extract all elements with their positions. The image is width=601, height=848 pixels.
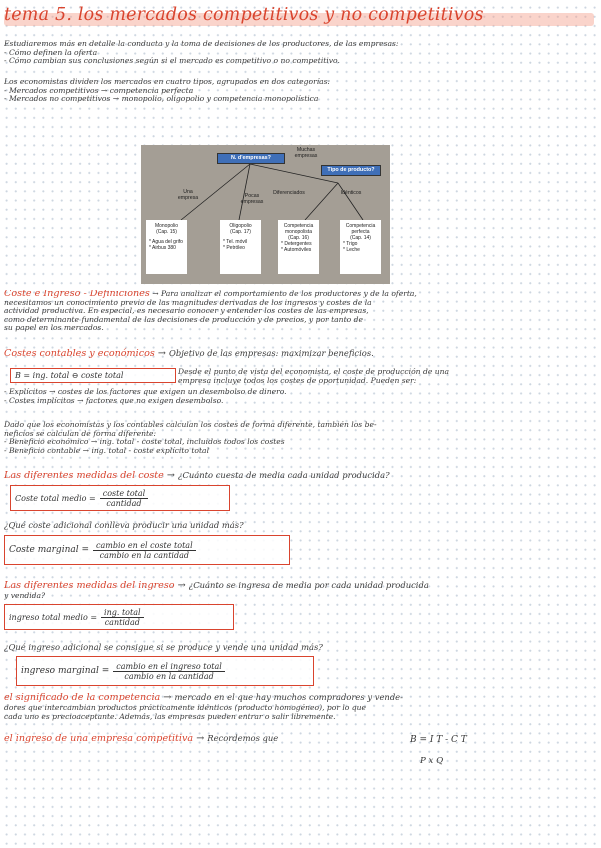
card-title: Oligopolio (Cap. 17) bbox=[229, 223, 252, 235]
accounting-line: Desde el punto de vista del economista, el coste de producción de una bbox=[178, 368, 450, 376]
meaning-line: dores que intercambian productos prácticamente idénticos (producto homogéneo), por lo que bbox=[4, 704, 367, 712]
accounting-heading-row bbox=[4, 348, 374, 359]
meaning-line: mercado en el que hay muchos compradores y vende- bbox=[174, 692, 403, 702]
label-one: Una empresa bbox=[177, 189, 199, 201]
avgcost-den: cantidad bbox=[106, 498, 142, 508]
income-question: ¿Cuánto se ingresa de media por cada unidad producida bbox=[188, 580, 429, 590]
arrow-icon: → bbox=[152, 290, 159, 298]
definitions-line: como determinante fundamental de las decisiones de producción y de precios, y por tanto de bbox=[4, 315, 363, 324]
marginal-income-label: ingreso marginal = bbox=[21, 665, 110, 676]
meaning-heading-row bbox=[4, 692, 403, 703]
profit-paragraph bbox=[4, 421, 596, 455]
profit-line: neficios se calculan de forma diferente: bbox=[4, 429, 157, 438]
meaning-line: cada uno es precioaceptante. Además, las empresas pueden entrar o salir libremente. bbox=[4, 712, 336, 721]
accounting-heading: Costes contables y económicos bbox=[4, 348, 155, 359]
meaning-heading: el significado de la competencia bbox=[4, 692, 161, 703]
card-example: * Detergentes bbox=[281, 241, 312, 247]
types-line: Los economistas dividen los mercados en cuatro tipos, agrupados en dos categorías: bbox=[4, 78, 331, 86]
marginal-income-num: cambio en el ingreso total bbox=[113, 662, 225, 672]
income-den: cantidad bbox=[104, 617, 140, 627]
accounting-line: empresa incluye todos los costes de oportunidad. Pueden ser: bbox=[178, 376, 417, 385]
marginal-fraction bbox=[93, 541, 196, 560]
definitions-line: actividad productiva. En especial, es necesario conocer y entender los costes de las empresas, bbox=[4, 307, 369, 316]
formula-text: B = I T - C T bbox=[410, 735, 467, 745]
profit-formula: B = ing. total ⊖ coste total bbox=[15, 371, 124, 380]
profit-line: - Beneficio contable → ing. total - coste explícito total bbox=[4, 446, 209, 455]
marginal-income-question bbox=[4, 643, 596, 652]
income-num: ing. total bbox=[101, 608, 144, 618]
income-heading-row bbox=[4, 580, 429, 591]
card-example: * Leche bbox=[343, 247, 360, 253]
definitions-heading: Coste e Ingreso - Definiciones bbox=[4, 290, 150, 299]
profit-formula-box bbox=[10, 368, 176, 383]
card-example: * Trigo bbox=[343, 241, 358, 247]
avgcost-label: Coste total medio = bbox=[15, 493, 96, 503]
marginal-label: Coste marginal = bbox=[9, 544, 90, 555]
formula2-text: P x Q bbox=[420, 756, 444, 766]
card-title: Competencia perfecta (Cap. 14) bbox=[345, 223, 376, 241]
definitions-line: Para analizar el comportamiento de los productores y de la oferta, bbox=[161, 290, 417, 298]
income-question-line2 bbox=[4, 592, 596, 601]
income-label: ingreso total medio = bbox=[9, 612, 98, 622]
arrow-icon: → bbox=[196, 733, 205, 744]
avgcost-fraction bbox=[100, 489, 148, 508]
profit-formula-handwritten bbox=[410, 735, 467, 745]
types-line: - Mercados no competitivos → monopolio, oligopolio y competencia monopolística bbox=[4, 95, 319, 104]
profit-line: Dado que los economistas y los contables calculan los costes de forma diferente, también los be- bbox=[4, 421, 377, 429]
accounting-desc bbox=[178, 368, 596, 385]
card-title: Monopolio (Cap. 15) bbox=[154, 223, 179, 235]
accounting-items bbox=[4, 388, 596, 405]
card-competencia-monopolista bbox=[278, 220, 319, 274]
card-example: * Automóviles bbox=[281, 247, 312, 253]
card-monopolio bbox=[146, 220, 187, 274]
competitive-income-text: Recordemos que bbox=[207, 733, 279, 743]
market-types-diagram bbox=[141, 145, 390, 284]
accounting-item: - Costes implícitos → factores que no exigen desembolso. bbox=[4, 396, 224, 405]
card-example: * Tel. móvil bbox=[223, 239, 248, 245]
card-example: * Petróleo bbox=[223, 245, 245, 251]
marginal-num: cambio en el coste total bbox=[93, 541, 196, 551]
label-many: Muchas empresas bbox=[294, 147, 318, 159]
definitions-line: necesitamos un conocimiento previo de las magnitudes derivadas de los ingresos y costes de la bbox=[4, 298, 372, 307]
arrow-icon: → bbox=[177, 580, 186, 591]
marginal-income-box bbox=[16, 656, 314, 686]
market-types-paragraph bbox=[4, 78, 596, 104]
card-competencia-perfecta bbox=[340, 220, 381, 274]
avgcost-question: ¿Cuánto cuesta de media cada unidad producida? bbox=[177, 470, 390, 480]
types-line: - Mercados competitivos → competencia perfecta bbox=[4, 86, 194, 95]
definitions-paragraph bbox=[4, 290, 596, 333]
product-node: Tipo de producto? bbox=[321, 165, 381, 176]
avgcost-formula-box bbox=[10, 485, 230, 511]
definitions-line: su papel en los mercados. bbox=[4, 324, 104, 333]
intro-line: - Cómo cambian sus conclusiones según si el mercado es competitivo o no competitivo. bbox=[4, 57, 340, 66]
income-heading: Las diferentes medidas del ingreso bbox=[4, 580, 175, 591]
avgcost-heading-row bbox=[4, 470, 390, 481]
card-oligopolio bbox=[220, 220, 261, 274]
competitive-income-row bbox=[4, 733, 278, 744]
price-quantity-formula bbox=[420, 756, 443, 766]
label-identical: Idénticos bbox=[340, 190, 362, 196]
arrow-icon: → bbox=[166, 470, 175, 481]
label-differentiated: Diferenciados bbox=[273, 190, 305, 196]
marginal-cost-box bbox=[4, 535, 290, 565]
avgcost-num: coste total bbox=[100, 489, 148, 499]
marginal-income-question-text: ¿Qué ingreso adicional se consigue si se produce y vende una unidad más? bbox=[4, 643, 323, 652]
income-question-cont: y vendida? bbox=[4, 592, 46, 600]
income-formula-box bbox=[4, 604, 234, 630]
marginal-question-text: ¿Qué coste adicional conlleva producir una unidad más? bbox=[4, 521, 244, 530]
profit-line: - Beneficio económico → ing. total - coste total, incluidos todos los costes bbox=[4, 438, 285, 447]
marginal-income-fraction bbox=[113, 662, 225, 681]
marginal-question bbox=[4, 521, 596, 530]
accounting-objective: Objetivo de las empresas: maximizar beneficios. bbox=[168, 348, 374, 358]
page-title: tema 5. los mercados competitivos y no competitivos bbox=[4, 5, 484, 25]
intro-line: Estudiaremos más en detalle la conducta y la toma de decisiones de los productores, de las empresas: bbox=[4, 40, 399, 48]
competitive-income-heading: el ingreso de una empresa competitiva bbox=[4, 733, 194, 744]
intro-line: - Cómo definen la oferta bbox=[4, 48, 98, 57]
arrow-icon: → bbox=[163, 692, 172, 703]
income-fraction bbox=[101, 608, 144, 627]
meaning-paragraph bbox=[4, 704, 596, 721]
label-few: Pocas empresas bbox=[240, 193, 264, 205]
marginal-income-den: cambio en la cantidad bbox=[124, 671, 214, 681]
marginal-den: cambio en la cantidad bbox=[99, 550, 189, 560]
avgcost-heading: Las diferentes medidas del coste bbox=[4, 470, 164, 481]
root-node: N. d'empresas? bbox=[217, 153, 285, 164]
card-title: Competencia monopolista (Cap. 16) bbox=[283, 223, 314, 241]
card-example: * Airbus 380 bbox=[149, 245, 176, 251]
arrow-icon: → bbox=[157, 348, 166, 359]
accounting-item: - Explícitos → costes de los factores que exigen un desembolso de dinero. bbox=[4, 388, 287, 396]
intro-paragraph bbox=[4, 40, 596, 66]
card-example: * Agua del grifo bbox=[149, 239, 183, 245]
